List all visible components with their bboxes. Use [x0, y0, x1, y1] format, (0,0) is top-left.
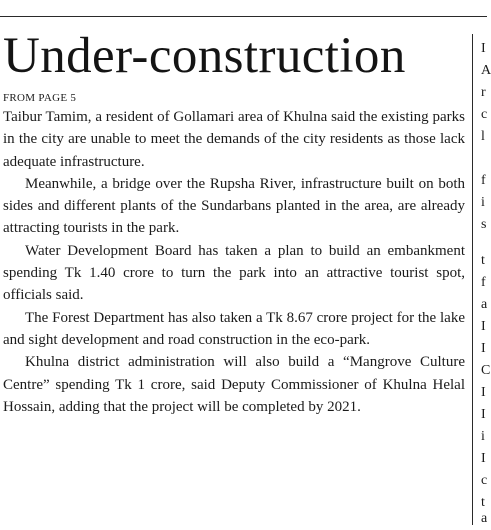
article-paragraph: Water Development Board has taken a plan to build an embankment spending Tk 1.40 crore to turn the park into an attractive tourist spot, officials said. [3, 242, 465, 304]
fragment-letter: A [481, 63, 491, 78]
fragment-letter: c [481, 473, 488, 488]
column-divider [472, 34, 473, 525]
fragment-letter: t [481, 495, 485, 510]
article-paragraph: Meanwhile, a bridge over the Rupsha River, infrastructure built on both sides and different plants of the Sundarbans planted in the area, are already attracting tourists in the park. [3, 175, 465, 237]
fragment-letter: i [481, 195, 485, 210]
headline: Under-construction [3, 28, 406, 84]
article-paragraph: Khulna district administration will also build a “Mangrove Culture Centre” spending Tk 1 crore, said Deputy Commissioner of Khulna Helal Hossain, adding that the project will be completed by 2021. [3, 354, 465, 415]
fragment-letter: i [481, 429, 485, 444]
fragment-letter: I [481, 341, 486, 356]
fragment-letter: c [481, 107, 488, 122]
continuation-label: FROM PAGE 5 [3, 92, 77, 104]
fragment-letter: I [481, 319, 486, 334]
fragment-letter: f [481, 173, 486, 188]
fragment-letter: t [481, 253, 485, 268]
fragment-letter: s [481, 217, 487, 232]
article-paragraph: Taibur Tamim, a resident of Gollamari area of Khulna said the existing parks in the city are unable to meet the demands of the city residents as those lack adequate infrastructure. [3, 109, 465, 170]
fragment-letter: r [481, 85, 486, 100]
fragment-letter: I [481, 41, 486, 56]
fragment-letter: l [481, 129, 485, 144]
top-rule [0, 16, 487, 17]
article-paragraph: The Forest Department has also taken a Tk 8.67 crore project for the lake and sight development and road construction in the eco-park. [3, 309, 465, 348]
fragment-letter: a [481, 511, 488, 526]
adjacent-column-fragment [478, 0, 491, 526]
fragment-letter: I [481, 385, 486, 400]
fragment-letter: I [481, 451, 486, 466]
fragment-letter: I [481, 407, 486, 422]
fragment-letter: f [481, 275, 486, 290]
fragment-letter: a [481, 297, 488, 312]
article-column [3, 26, 465, 418]
fragment-letter: C [481, 363, 491, 378]
